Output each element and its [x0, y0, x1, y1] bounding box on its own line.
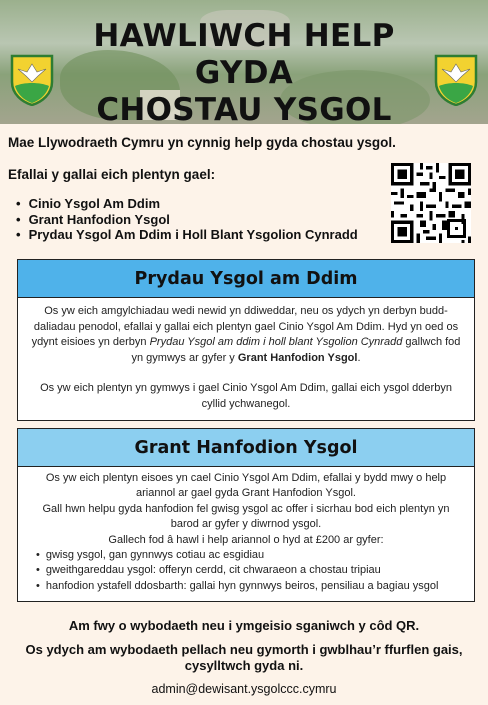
grant-paragraph-3: Gallech fod â hawl i help ariannol o hyd at £200 ar gyfer: — [108, 533, 384, 546]
free-school-meals-paragraph-2: Os yw eich plentyn yn gymwys i gael Cinio Ysgol Am Ddim, gallai eich ysgol dderbyn cyllid ychwanegol. — [40, 382, 452, 410]
free-school-meals-paragraph-1: Os yw eich amgylchiadau wedi newid yn ddiweddar, neu os ydych yn derbyn budd-daliadau penodol, efallai y gallai eich plentyn gael Cinio Ysgol Am Ddim. Hyd yn oed os ydynt eisioes yn derbyn Prydau Ysgol am ddim i holl blant Ysgolion Cynradd gallwch fod yn gymwys ar gyfer y Grant Hanfodion Ysgol. — [31, 305, 461, 364]
title-line-1: HAWLIWCH HELP GYDA — [93, 18, 395, 91]
benefits-list — [16, 196, 358, 243]
free-school-meals-panel — [17, 259, 475, 421]
qr-code-icon[interactable] — [391, 163, 471, 243]
grant-items-list — [30, 548, 462, 594]
list-item: • gwisg ysgol, gan gynnwys cotiau ac esgidiau — [36, 548, 462, 563]
school-crest-icon — [432, 52, 480, 106]
title-line-2: CHOSTAU YSGOL — [96, 92, 392, 124]
list-item: • gweithgareddau ysgol: offeryn cerdd, cit chwaraeon a chostau tripiau — [36, 563, 462, 578]
header-banner — [0, 0, 488, 124]
list-item: • Grant Hanfodion Ysgol — [16, 212, 358, 228]
page-title — [60, 18, 428, 124]
free-school-meals-heading: Prydau Ysgol am Ddim — [18, 260, 474, 298]
list-item: • Cinio Ysgol Am Ddim — [16, 196, 358, 212]
contact-email-link[interactable]: admin@dewisant.ysgolccc.cymru — [151, 682, 337, 696]
intro-text: Mae Llywodraeth Cymru yn cynnig help gyda chostau ysgol. — [8, 135, 396, 150]
more-info-text: Am fwy o wybodaeth neu i ymgeisio sganiwch y côd QR. — [68, 618, 420, 633]
further-help-text: Os ydych am wybodaeth pellach neu gymorth i gwblhau’r ffurflen gais, cysylltwch gyda ni. — [25, 642, 463, 673]
list-item: • hanfodion ystafell ddosbarth: gallai hyn gynnwys beiros, pensiliau a bagiau ysgol — [36, 579, 462, 594]
school-essentials-grant-panel — [17, 428, 475, 602]
school-crest-icon — [8, 52, 56, 106]
list-item: • Prydau Ysgol Am Ddim i Holl Blant Ysgolion Cynradd — [16, 227, 358, 243]
grant-paragraph-1: Os yw eich plentyn eisoes yn cael Cinio Ysgol Am Ddim, efallai y bydd mwy o help ariannol ar gael gyda Grant Hanfodion Ysgol. — [45, 472, 447, 500]
school-essentials-grant-heading: Grant Hanfodion Ysgol — [18, 429, 474, 467]
child-may-get-text: Efallai y gallai eich plentyn gael: — [8, 167, 216, 182]
grant-paragraph-2: Gall hwn helpu gyda hanfodion fel gwisg ysgol ac offer i sicrhau bod eich plentyn yn barod ar gyfer y diwrnod ysgol. — [42, 502, 450, 531]
